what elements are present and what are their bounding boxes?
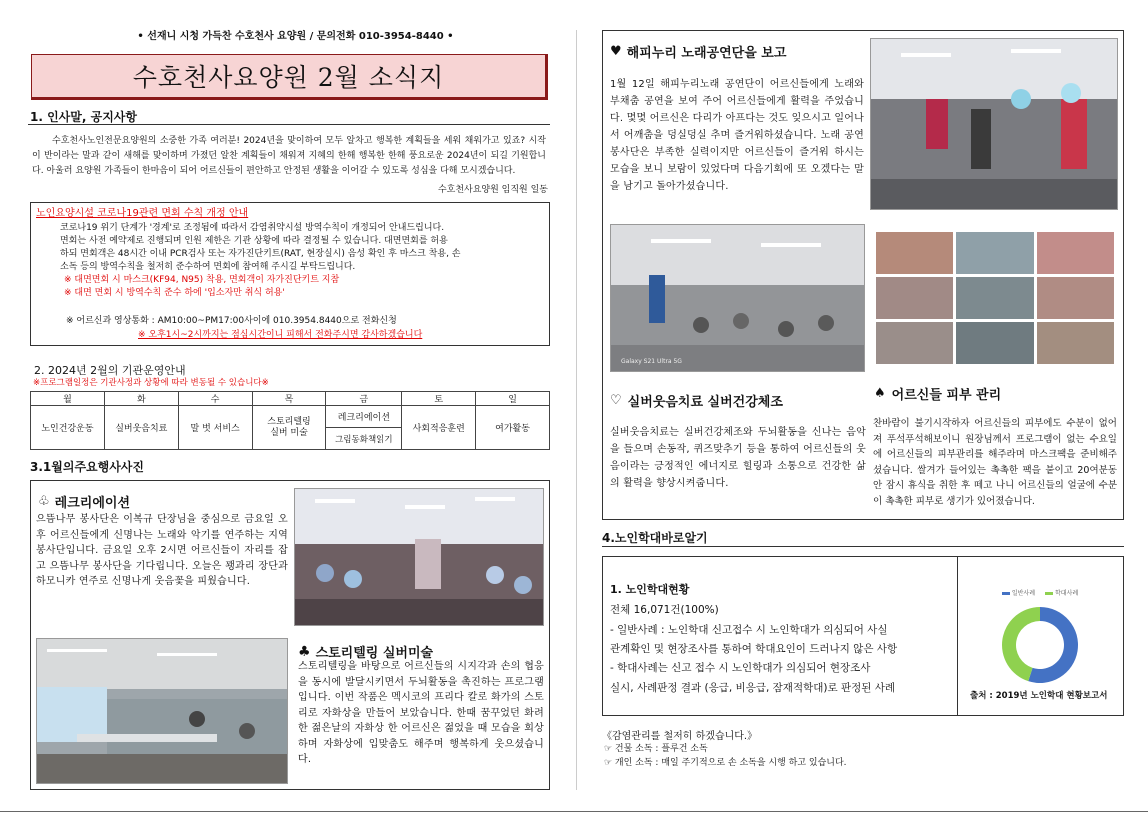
day-header: 금 [326,392,402,406]
heart-icon: ♥ [610,44,622,59]
notice-red-line: ※ 대면 면회 시 방역수칙 준수 하에 '입소자만 취식 허용' [64,288,285,298]
laughter-heading [610,391,783,410]
page-title [31,54,548,100]
video-call-text: ※ 어르신과 영상통화 : AM10:00~PM17:00사이에 010.3954.8440으로 전화신청 [66,316,397,326]
page-bottom-rule [0,811,1148,812]
skin-photo [876,277,953,319]
abuse-line: - 일반사례 : 노인학대 신고접수 시 노인학대가 의심되어 사실 [610,624,888,636]
legend-label: 학대사례 [1055,590,1079,597]
legend-label: 일반사례 [1011,590,1035,597]
section2-note: ※프로그램일정은 기관사정과 상황에 따라 변동될 수 있습니다※ [33,378,269,388]
day-header: 월 [31,392,105,406]
skin-photo [1037,322,1114,364]
legend-swatch [1002,592,1010,595]
photo-caption: Galaxy S21 Ultra 5G [621,358,682,365]
section1-heading: 1. 인사말, 공지사항 [30,110,137,124]
program-cell: 실버웃음치료 [104,406,178,450]
skin-photo [956,322,1033,364]
program-thu-2: 실버 미술 [270,427,308,438]
abuse-sub: 1. 노인학대현황 [610,583,690,596]
chart-legend [962,588,1118,597]
day-header: 화 [104,392,178,406]
video-call-red: ※ 오후1시~2시까지는 점심시간이니 피해서 전화주시면 감사하겠습니다 [138,330,423,340]
legend-swatch [1045,592,1053,595]
laughter-photo-scene [611,225,865,372]
recreation-text: 으뜸나무 봉사단은 이복규 단장님을 중심으로 금요일 오후 어르신들에게 신명나는 노래와 악기를 연주하는 지역 봉사단입니다. 금요일 오후 2시면 어르신들이 자리를 잡고 으뜸나무 봉사단을 기다립니다. 오늘은 꽹과리 장단과 하모니카 연주로 신명나게 웃음꽃을 피웠습니다. [36,514,288,587]
concert-photo [870,38,1118,210]
legend-item [1045,588,1078,597]
skin-title: 어르신들 피부 관리 [891,388,1002,403]
recreation-photo [294,488,544,626]
section2-heading: 2. 2024년 2월의 기관운영안내 [34,364,186,377]
day-header: 일 [476,392,550,406]
abuse-line: 실시, 사례판정 결과 (응급, 비응급, 잠재적학대)로 판정된 사례 [610,682,896,694]
skin-text: 찬바람이 불기시작하자 어르신들의 피부에도 수분이 없어져 푸석푸석해보이니 원장님께서 프로그램이 없는 수요일에 어르신들의 피부관리를 해주라며 마스크팩을 준비해주셨습니다. 쌀겨가 들어있는 촉촉한 팩을 붙이고 20여분동안 잠시 휴식을 취한 후 떼고 나니 어르신들의 얼굴에 수분이 촉촉한 피부로 생기가 있어졌습니다. [873,418,1117,507]
laughter-photo [610,224,865,372]
abuse-line: 관계확인 및 현장조사를 통하여 학대요인이 드러나지 않은 사항 [610,643,898,655]
skin-photo [1037,277,1114,319]
notice-line: 면회는 사전 예약제로 진행되며 인원 제한은 기관 상황에 따라 결정될 수 있습니다. 대면면회를 허용 [60,236,448,246]
skin-photo-grid [876,232,1114,364]
recreation-title: 레크리에이션 [54,496,131,511]
page-title-text: 수호천사요양원 2월 소식지 [132,63,445,92]
program-thu-1: 스토리텔링 [267,416,311,427]
legend-item [1002,588,1035,597]
storytelling-photo [36,638,288,784]
footer-line: ☞ 개인 소독 : 매일 주기적으로 손 소독을 시행 하고 있습니다. [604,758,847,768]
recreation-photo-scene [295,489,544,626]
donut-chart-container [962,588,1118,688]
laughter-text: 실버웃음치료는 실버건강체조와 두뇌활동을 신나는 음악을 들으며 손동작, 퀴즈맞추기 등을 통하여 어르신들의 웃음이라는 긍정적인 에너지로 힐링과 소통으로 건강한 삶의 활력을 향상시켜줍니다. [610,427,866,489]
recreation-heading [38,492,130,511]
header-top-line: • 선재니 시청 가득찬 수호천사 요양원 / 문의전화 010-3954-8440 • [137,31,454,42]
section4-rule [602,546,1124,547]
schedule-table [30,391,550,450]
program-cell: 여가활동 [476,406,550,450]
skin-photo [1037,232,1114,274]
program-cell [252,406,326,450]
day-header: 수 [178,392,252,406]
day-header: 토 [402,392,476,406]
laughter-title: 실버웃음치료 실버건강체조 [627,395,783,410]
program-cell: 레크리에이션 [326,406,402,428]
abuse-line: - 학대사례는 신고 접수 시 노인학대가 의심되어 현장조사 [610,662,871,674]
concert-heading [610,42,786,61]
footer-line: ☞ 건물 소독 : 플루건 소독 [604,744,708,754]
spade-icon: ♠ [874,386,886,401]
storytelling-text: 스토리텔링을 바탕으로 어르신들의 시지각과 손의 협응을 동시에 발달시키면서 두뇌활동을 촉진하는 프로그램입니다. 이번 작품은 멕시코의 프리다 칼로 화가의 스토리로 자화상을 만들어 보았습니다. 한때 꿈꾸었던 화려한 젊은날의 자화상 한 어르신은 젊었을 때 모습을 회상하며 자화상에 입맞춤도 해주며 행복하게 웃으셨습니다. [298,661,544,765]
concert-title: 해피누리 노래공연단을 보고 [626,46,787,61]
notice-lines [60,222,546,300]
footer-title: 《감염관리를 철저히 하겠습니다.》 [602,731,758,742]
program-cell: 노인건강운동 [31,406,105,450]
storytelling-title: 스토리텔링 실버미술 [315,646,434,661]
chart-source: 출처 : 2019년 노인학대 현황보고서 [970,691,1108,701]
section3-heading: 3.1월의주요행사사진 [30,460,144,474]
section4-heading: 4.노인학대바로알기 [602,531,708,545]
donut-chart [962,597,1118,685]
concert-text: 1월 12일 해피누리노래 공연단이 어르신들에게 노래와 부채춤 공연을 보여 주어 어르신들에게 활력을 주었습니다. 몇몇 어르신은 다리가 아프다는 것도 잊으시고 일어나서 어깨춤을 덩실덩실 추며 즐거워하셨습니다. 노래 공연 봉사단은 부족한 실력이지만 어르신들이 즐거워 하시는 모습을 보니 보람이 있었다며 다음기회에 또 오겠다는 말을 남기고 돌아가셨습니다. [610,79,864,192]
heart-outline-icon: ♡ [610,393,622,408]
storytelling-photo-scene [37,639,288,784]
recreation-icon: ♧ [38,494,50,509]
concert-photo-scene [871,39,1118,210]
program-cell: 그림동화책읽기 [326,428,402,450]
notice-red-line: ※ 대면면회 시 마스크(KF94, N95) 착용, 면회객이 자가진단키트 지참 [64,275,340,285]
abuse-divider [957,556,958,716]
skin-photo [876,232,953,274]
club-icon: ♣ [298,643,311,660]
notice-line: 소독 등의 방역수칙을 철저히 준수하여 면회에 참여해 주시길 부탁드립니다. [60,262,356,272]
notice-title: 노인요양시설 코로나19관련 면회 수칙 개정 안내 [36,208,249,219]
section1-rule [28,124,550,125]
program-cell: 말 벗 서비스 [178,406,252,450]
greeting-text: 수호천사노인전문요양원의 소중한 가족 여러분! 2024년을 맞이하여 모두 알차고 행복한 계획들을 세워 채워가고 있죠? 시작이 반이라는 말과 같이 새해를 맞이하며 가졌던 알찬 계획들이 채워져 지혜의 한해 행복한 한해 풍요로운 2024년이 되길 기원합니다. 아울러 요양원 가족들이 한마음이 되어 어르신들이 편안하고 안정된 생활을 이어갈 수 있도록 성심을 다해 모시겠습니다. [32,136,546,176]
skin-photo [876,322,953,364]
day-header: 목 [252,392,326,406]
abuse-total: 전체 16,071건(100%) [610,604,719,616]
skin-photo [956,232,1033,274]
skin-heading [874,384,1001,403]
skin-photo [956,277,1033,319]
notice-line: 코로나19 위기 단계가 '경계'로 조정됨에 따라서 감염취약시설 방역수칙이 개정되어 안내드립니다. [60,223,445,233]
greeting-signature: 수호천사요양원 임직원 일동 [437,185,548,195]
notice-line: 하되 면회객은 48시간 이내 PCR검사 또는 자가진단키트(RAT, 현장실시) 음성 확인 후 마스크 착용, 손 [60,249,461,259]
column-divider [576,30,577,790]
program-cell: 사회적응훈련 [402,406,476,450]
